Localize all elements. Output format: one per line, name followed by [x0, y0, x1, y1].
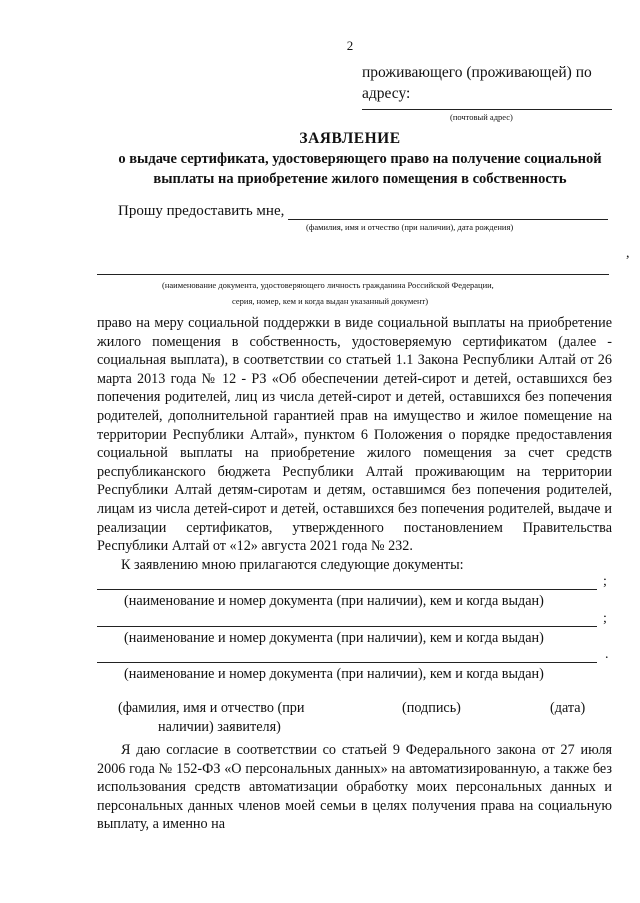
consent-text: Я даю согласие в соответствии со статьей 9 Федерального закона от 27 июля 2006 года № 152-ФЗ «О персональных данных» на автоматизированную, а также без использования средств автоматизации обработку моих персональных данных и персональных данных членов моей семьи в целях получения права на социальную выплату, а именно на	[97, 742, 612, 833]
attachment-fill-line	[97, 662, 597, 663]
attachment-fill-line	[97, 626, 597, 627]
trailing-comma: ,	[626, 246, 630, 261]
address-line-2: адресу:	[362, 85, 411, 102]
attachment-caption: (наименование и номер документа (при наличии), кем и когда выдан)	[124, 593, 544, 609]
id-doc-caption-2: серия, номер, кем и когда выдан указанный документ)	[232, 296, 429, 306]
address-fill-line	[362, 109, 612, 110]
document-title: ЗАЯВЛЕНИЕ	[299, 130, 401, 147]
body-paragraph	[97, 314, 612, 574]
attachment-fill-line	[97, 589, 597, 590]
address-block	[362, 62, 622, 104]
id-doc-fill-line	[97, 274, 609, 275]
attachment-caption: (наименование и номер документа (при наличии), кем и когда выдан)	[124, 666, 544, 682]
attachment-end-mark: ;	[603, 574, 607, 589]
signature-sign-caption: (подпись)	[402, 700, 461, 716]
attachment-end-mark: ;	[603, 611, 607, 626]
request-label: Прошу предоставить мне,	[118, 203, 285, 219]
consent-paragraph	[97, 741, 612, 834]
address-caption: (почтовый адрес)	[450, 112, 513, 122]
address-line-1: проживающего (проживающей) по	[362, 64, 592, 81]
body-paragraph-text: право на меру социальной поддержки в виде социальной выплаты на приобретение жилого помещения в собственность, удостоверяемую сертификатом (далее - социальная выплата), в соответствии со статьей 1.1 Закона Республики Алтай от 26 марта 2013 года № 12 - РЗ «Об обеспечении детей-сирот и детей, оставшихся без попечения родителей, лиц из числа детей-сирот и детей, оставшихся без попечения родителей, дополнительной гарантией прав на имущество и жилое помещение на территории Республики Алтай», пунктом 6 Положения о порядке предоставления социальной выплаты на приобретение жилого помещения за счет средств республиканского бюджета Республики Алтай проживающим на территории Республики Алтай детям-сиротам и детям, оставшимся без попечения родителей, лицам из числа детей-сирот и детей, оставшихся без попечения родителей, выдаче и реализации сертификатов, утвержденного постановлением Правительства Республики Алтай от «12» августа 2021 года № 232.	[97, 315, 612, 555]
page-number: 2	[346, 38, 354, 53]
id-doc-caption-1: (наименование документа, удостоверяющего личность гражданина Российской Федерации,	[162, 280, 494, 290]
attachments-intro: К заявлению мною прилагаются следующие документы:	[121, 556, 464, 573]
name-fill-line	[288, 219, 608, 220]
signature-name-line-2: наличии) заявителя)	[158, 718, 281, 735]
attachment-caption: (наименование и номер документа (при наличии), кем и когда выдан)	[124, 630, 544, 646]
name-caption: (фамилия, имя и отчество (при наличии), дата рождения)	[306, 222, 514, 232]
attachment-end-mark: .	[605, 647, 609, 662]
signature-name-caption	[118, 699, 338, 736]
document-subtitle: о выдаче сертификата, удостоверяющего право на получение социальной выплаты на приобретение жилого помещения в собственность	[118, 151, 602, 187]
signature-date-caption: (дата)	[550, 700, 586, 716]
signature-name-line-1: (фамилия, имя и отчество (при	[118, 700, 305, 716]
